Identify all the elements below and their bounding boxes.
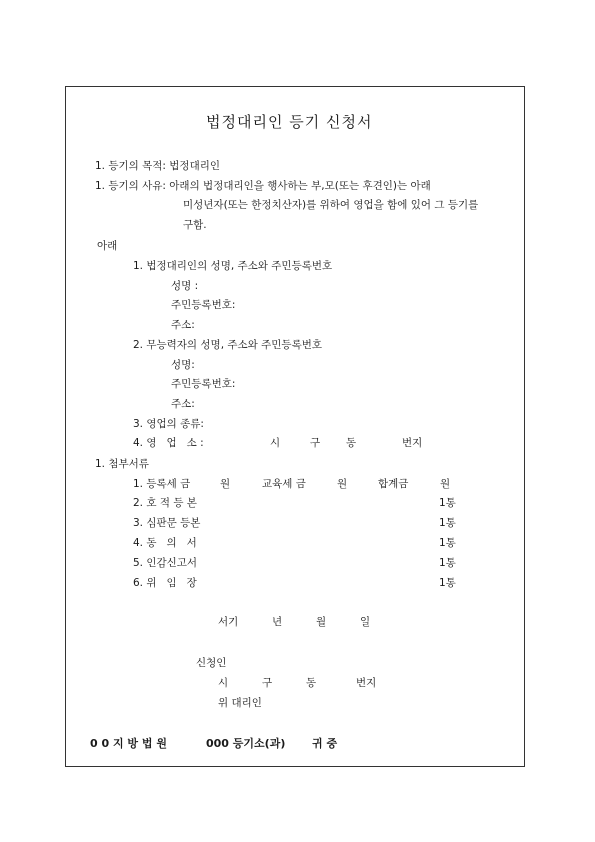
attachment-1-total: 합계금	[378, 478, 409, 490]
item-4-dong: 동	[346, 437, 357, 449]
item-2-name-field: 성명:	[171, 359, 195, 371]
attachment-6-count: 1통	[439, 577, 456, 589]
attachment-2-label: 2. 호 적 등 본	[133, 497, 197, 509]
applicant-label: 신청인	[196, 657, 227, 669]
item-4-gu: 구	[310, 437, 321, 449]
attachment-1-won-3: 원	[440, 478, 451, 490]
item-2-heading: 2. 무능력자의 성명, 주소와 주민등록번호	[133, 339, 322, 351]
applicant-dong: 동	[306, 677, 317, 689]
attachment-5-count: 1통	[439, 557, 456, 569]
honorific: 귀 중	[312, 737, 338, 750]
date-month: 월	[316, 616, 327, 628]
item-1-rrn-field: 주민등록번호:	[171, 299, 236, 311]
attachment-5-label: 5. 인감신고서	[133, 557, 198, 569]
attachment-1-label: 1. 등록세 금	[133, 478, 191, 490]
attachment-1-won-2: 원	[337, 478, 348, 490]
purpose-line: 1. 등기의 목적: 법정대리인	[95, 160, 220, 172]
attachment-4-count: 1통	[439, 537, 456, 549]
attachment-6-label: 6. 위 임 장	[133, 577, 197, 589]
reason-line-2: 미성년자(또는 한정치산자)를 위하여 영업을 함에 있어 그 등기를	[183, 199, 479, 211]
item-4-bunji: 번지	[402, 437, 423, 449]
document-title: 법정대리인 등기 신청서	[206, 113, 373, 131]
item-2-rrn-field: 주민등록번호:	[171, 378, 236, 390]
registry-office: 000 등기소(과)	[206, 737, 286, 750]
below-label: 아래	[97, 240, 118, 252]
agent-label: 위 대리인	[218, 697, 262, 709]
applicant-si: 시	[218, 677, 229, 689]
date-year: 년	[272, 616, 283, 628]
attachment-4-label: 4. 동 의 서	[133, 537, 197, 549]
reason-line-3: 구함.	[183, 219, 207, 231]
applicant-bunji: 번지	[356, 677, 377, 689]
attachment-3-count: 1통	[439, 517, 456, 529]
attachment-1-won: 원	[220, 478, 231, 490]
date-day: 일	[360, 616, 371, 628]
date-era: 서기	[218, 616, 239, 628]
item-4-si: 시	[270, 437, 281, 449]
item-4-business-place: 4. 영 업 소 :	[133, 437, 204, 449]
reason-line-1: 1. 등기의 사유: 아래의 법정대리인을 행사하는 부,모(또는 후견인)는 아래	[95, 180, 431, 192]
item-1-heading: 1. 법정대리인의 성명, 주소와 주민등록번호	[133, 260, 333, 272]
attachment-1-edu-tax: 교육세 금	[262, 478, 306, 490]
item-2-address-field: 주소:	[171, 398, 195, 410]
court-name: 0 0 지 방 법 원	[90, 737, 167, 750]
item-3-business-type: 3. 영업의 종류:	[133, 418, 204, 430]
applicant-gu: 구	[262, 677, 273, 689]
attachments-heading: 1. 첨부서류	[95, 458, 149, 470]
item-1-name-field: 성명 :	[171, 280, 199, 292]
attachment-3-label: 3. 심판문 등본	[133, 517, 201, 529]
attachment-2-count: 1통	[439, 497, 456, 509]
item-1-address-field: 주소:	[171, 319, 195, 331]
